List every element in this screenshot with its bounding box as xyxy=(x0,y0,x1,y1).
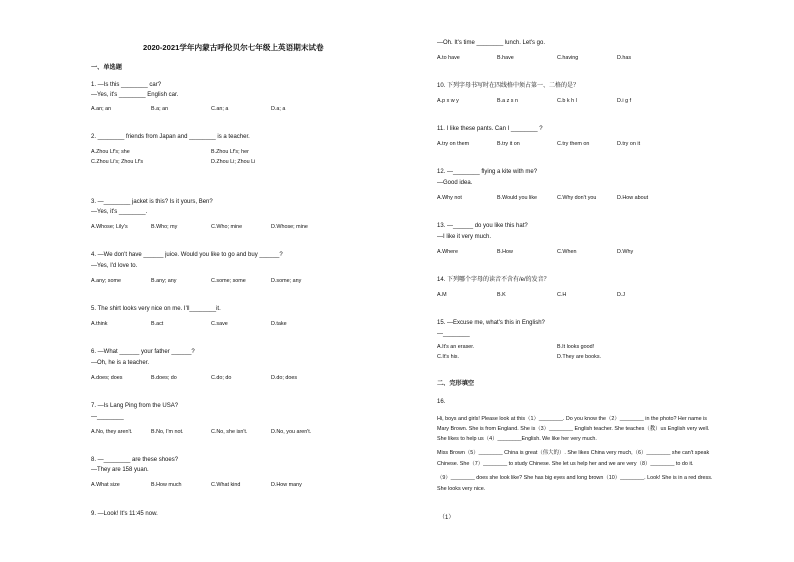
option[interactable]: D.some; any xyxy=(271,278,302,284)
option[interactable]: B.act xyxy=(151,321,164,327)
option[interactable]: D.i g f xyxy=(617,98,632,104)
option[interactable]: B.try it on xyxy=(497,141,520,147)
question-text: 6. —What ______ your father ______? xyxy=(91,349,195,355)
question-text: 1. —Is this ________ car? xyxy=(91,82,162,88)
option[interactable]: B.Zhou Lf's; her xyxy=(211,149,249,155)
passage-line: Miss Brown（5）________ China is great（伟大的）. She likes China very much,（6）________ she can't speak xyxy=(437,450,710,456)
left-column xyxy=(88,0,408,562)
question-text: —________ xyxy=(91,414,124,420)
passage-line: Chinese. She（7）________ to study Chinese. She let us help her and we are very（8）________ to do it. xyxy=(437,461,694,467)
option[interactable]: B.K xyxy=(497,292,506,298)
question-text: 9. —Look! It's 11:45 now. xyxy=(91,511,158,517)
option[interactable]: A.Why not xyxy=(437,195,462,201)
question-text: —I like it very much. xyxy=(437,234,492,240)
option[interactable]: D.How about xyxy=(617,195,649,201)
option[interactable]: A.any; some xyxy=(91,278,121,284)
option[interactable]: D.No, you aren't. xyxy=(271,429,312,435)
option[interactable]: B.How much xyxy=(151,482,182,488)
right-column xyxy=(437,0,777,562)
question-text: —Oh. It's time ________ lunch. Let's go. xyxy=(437,40,546,46)
question-text: —Oh, he is a teacher. xyxy=(91,360,150,366)
question-text: 5. The shirt looks very nice on me. I'll________it. xyxy=(91,306,221,312)
option[interactable]: A.M xyxy=(437,292,447,298)
option[interactable]: A.does; does xyxy=(91,375,123,381)
option[interactable]: A.What size xyxy=(91,482,120,488)
option[interactable]: C.Why don't you xyxy=(557,195,597,201)
option[interactable]: A.No, they aren't. xyxy=(91,429,133,435)
option[interactable]: A.try on them xyxy=(437,141,470,147)
option[interactable]: D.Whose; mine xyxy=(271,224,308,230)
passage-line: Hi, boys and girls! Please look at this（1）________. Do you know the（2）________ in the photo? Her name is xyxy=(437,416,707,422)
passage-line: （9）________ does she look like? She has big eyes and long brown（10）________. Look! She is in a red dress. xyxy=(437,475,713,481)
option[interactable]: B.No, I'm not. xyxy=(151,429,184,435)
question-text: —Yes, it's ________ English car. xyxy=(91,92,179,98)
passage-line: Mary Brown. She is from England. She is（3）________ English teacher. She teaches（教）us English very well. xyxy=(437,426,710,432)
section-heading: 一、单选题 xyxy=(91,64,122,71)
question-text: 8. —________ are these shoes? xyxy=(91,457,179,463)
option[interactable]: D.a; a xyxy=(271,106,286,112)
option[interactable]: B.Who; my xyxy=(151,224,178,230)
question-text: 10. 下列字母书写时在四线格中须占第一、二格的是？ xyxy=(437,83,580,89)
option[interactable]: A.Zhou Lf's; she xyxy=(91,149,130,155)
passage-line: She likes to help us（4）________English. We like her very much. xyxy=(437,436,597,442)
question-text: 2. ________ friends from Japan and ________ is a teacher. xyxy=(91,134,250,140)
option[interactable]: C.try them on xyxy=(557,141,590,147)
option[interactable]: C.an; a xyxy=(211,106,229,112)
option[interactable]: A.Where xyxy=(437,249,458,255)
question-text: 12. —________ flying a kite with me? xyxy=(437,169,538,175)
option[interactable]: C.having xyxy=(557,55,579,61)
option[interactable]: A.p x w y xyxy=(437,98,459,104)
question-text: —Yes, I'd love to. xyxy=(91,263,138,269)
option[interactable]: D.Why xyxy=(617,249,634,255)
option[interactable]: B.How xyxy=(497,249,513,255)
option[interactable]: A.an; an xyxy=(91,106,112,112)
question-text: —They are 158 yuan. xyxy=(91,467,149,473)
option[interactable]: B.It looks good! xyxy=(557,344,595,350)
option[interactable]: C.save xyxy=(211,321,228,327)
option[interactable]: C.Who; mine xyxy=(211,224,243,230)
option[interactable]: C.What kind xyxy=(211,482,241,488)
option[interactable]: B.Would you like xyxy=(497,195,538,201)
option[interactable]: C.do; do xyxy=(211,375,232,381)
option[interactable]: D.J xyxy=(617,292,626,298)
option[interactable]: D.try on it xyxy=(617,141,641,147)
option[interactable]: B.any; any xyxy=(151,278,177,284)
blank-number: （1） xyxy=(439,515,455,521)
option[interactable]: A.Whose; Lily's xyxy=(91,224,128,230)
option[interactable]: D.How many xyxy=(271,482,302,488)
section-heading: 二、完形填空 xyxy=(437,380,475,387)
passage-line: She looks very nice. xyxy=(437,486,486,492)
question-text: 15. —Excuse me, what's this in English? xyxy=(437,320,545,326)
option[interactable]: C.b k h l xyxy=(557,98,577,104)
option[interactable]: B.a z s n xyxy=(497,98,518,104)
option[interactable]: C.Zhou Li's; Zhou Lf's xyxy=(91,159,144,165)
option[interactable]: A.think xyxy=(91,321,108,327)
option[interactable]: D.do; does xyxy=(271,375,298,381)
option[interactable]: C.H xyxy=(557,292,567,298)
option[interactable]: A.to have xyxy=(437,55,460,61)
option[interactable]: B.a; an xyxy=(151,106,169,112)
option[interactable]: A.It's an eraser. xyxy=(437,344,475,350)
question-text: 11. I like these pants. Can I ________ ? xyxy=(437,126,543,132)
question-text: 13. —______ do you like this hat? xyxy=(437,223,528,229)
option[interactable]: C.It's his. xyxy=(437,354,459,360)
question-text: 7. —Is Lang Ping from the USA? xyxy=(91,403,179,409)
option[interactable]: C.No, she isn't. xyxy=(211,429,248,435)
option[interactable]: D.Zhou Li; Zhou Li xyxy=(211,159,256,165)
option[interactable]: C.When xyxy=(557,249,577,255)
page-title: 2020-2021学年内蒙古呼伦贝尔七年级上英语期末试卷 xyxy=(143,43,324,52)
question-text: 14. 下列哪个字母的读音不含有/e/的发音？ xyxy=(437,277,550,283)
option[interactable]: D.They are books. xyxy=(557,354,602,360)
option[interactable]: D.take xyxy=(271,321,287,327)
question-text: 4. —We don't have ______ juice. Would you like to go and buy ______? xyxy=(91,252,283,258)
option[interactable]: C.some; some xyxy=(211,278,246,284)
option[interactable]: B.have xyxy=(497,55,514,61)
question-text: —________ xyxy=(437,331,470,337)
question-text: —Good idea. xyxy=(437,180,473,186)
option[interactable]: D.has xyxy=(617,55,632,61)
question-number: 16. xyxy=(437,399,446,405)
question-text: 3. —________ jacket is this? Is it yours, Ben? xyxy=(91,199,213,205)
option[interactable]: B.does; do xyxy=(151,375,177,381)
question-text: —Yes, it's ________. xyxy=(91,209,148,215)
